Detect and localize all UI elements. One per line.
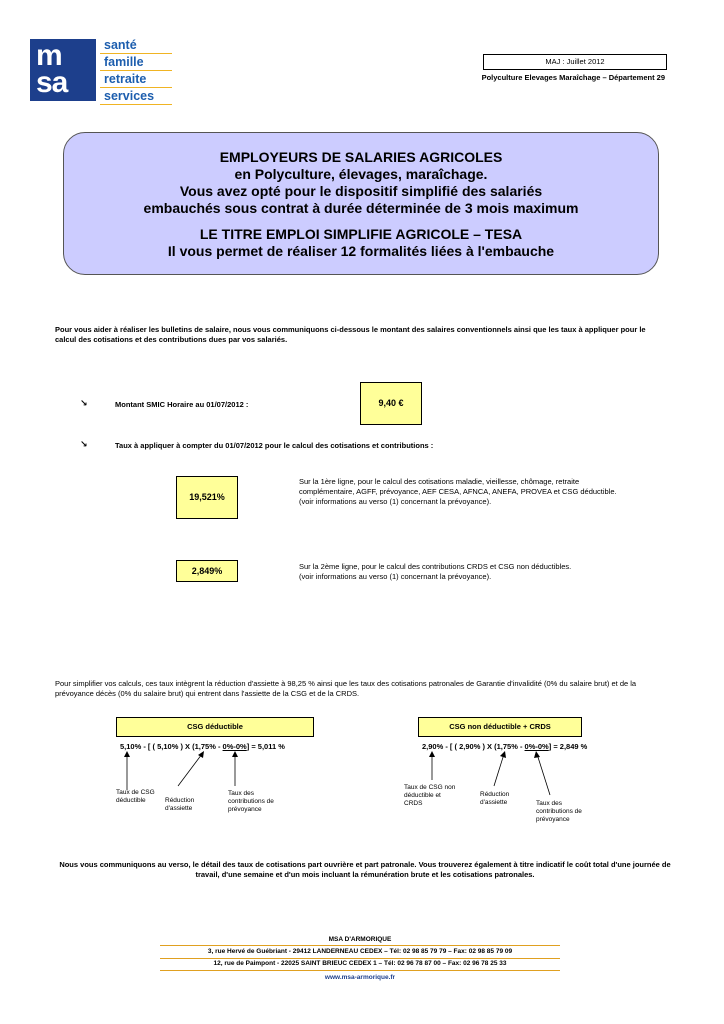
rate-2-desc-note: (voir informations au verso (1) concernant la prévoyance). [299,572,492,581]
footer-org-name: MSA D'ARMORIQUE [328,936,392,943]
banner-line-3: Vous avez opté pour le dispositif simplifié des salariés [179,183,543,199]
arrowhead [124,751,130,757]
formula-part-b: 0%-0% [222,742,247,751]
formula-part-a: 5,10% - [ ( 5,10% ) X (1,75% - [120,742,223,751]
banner-line-1: EMPLOYEURS DE SALARIES AGRICOLES [219,149,503,165]
arrowhead [534,751,540,758]
csg-non-deductible-header: CSG non déductible + CRDS [418,717,582,737]
logo-letters-top: m [36,39,62,72]
arrowhead [429,751,435,757]
csg2-note-prevoyance: Taux des contributions de prévoyance [536,800,582,823]
arrow-line [494,754,504,786]
footer-divider [160,970,560,971]
intro-paragraph: Pour vous aider à réaliser les bulletins de salaire, nous vous communiquons ci-dessous le montant des salaires conventionnels ainsi que les taux à appliquer pour le calcul des cotisations et des contributions dues par vos salariés. [55,325,646,344]
rate-box-2: 2,849% [176,560,238,582]
logo-line-famille: famille [100,55,172,71]
update-date-box: MAJ : Juillet 2012 [483,54,667,70]
arrowhead [500,751,506,758]
smic-label: Montant SMIC Horaire au 01/07/2012 : [115,400,249,409]
csg-deductible-header: CSG déductible [116,717,314,737]
footer-address-1: 3, rue Hervé de Guébriant - 29412 LANDERNEAU CEDEX – Tél: 02 98 85 79 79 – Fax: 02 98 85 79 09 [207,948,513,955]
banner-line-2: en Polyculture, élevages, maraîchage. [234,166,488,182]
banner-tesa-title: LE TITRE EMPLOI SIMPLIFIE AGRICOLE – TESA [199,226,523,242]
banner-tesa-subtitle: Il vous permet de réaliser 12 formalités liées à l'embauche [167,243,555,259]
arrowhead [198,751,204,758]
rate-1-desc-text: Sur la 1ère ligne, pour le calcul des cotisations maladie, vieillesse, chômage, retraite complémentaire, AGFF, prévoyance, AEF CESA, AFNCA, ANEFA, PROVEA et CSG déductible. [299,477,617,496]
formula-part-c: ] = 2,849 % [548,742,588,751]
logo-line-services: services [100,89,172,105]
footer-address-2: 12, rue de Paimpont - 22025 SAINT BRIEUC CEDEX 1 – Tél: 02 96 78 87 00 – Fax: 02 96 78 25 33 [213,960,507,967]
arrow-bullet-icon: ↘ [80,439,88,449]
arrow-line [537,754,550,795]
csg2-note-reduction: Réduction d'assiette [480,791,510,806]
title-banner [63,132,659,275]
logo-letters-bottom: sa [36,66,68,99]
footer-website-link[interactable]: www.msa-armorique.fr [324,974,396,981]
verso-paragraph: Nous vous communiquons au verso, le détail des taux de cotisations part ouvrière et part patronale. Vous trouverez également à titre indicatif le coût total d'une journée de travail, d'une semaine et d'un mois incluant la rémunération brute et les cotisations patronales. [59,860,671,879]
arrow-bullet-icon: ↘ [80,398,88,408]
csg1-note-prevoyance: Taux des contributions de prévoyance [228,790,274,813]
csg1-note-taux: Taux de CSG déductible [116,789,155,804]
footer-divider [160,945,560,946]
arrow-line [178,754,202,786]
banner-line-4: embauchés sous contrat à durée déterminée de 3 mois maximum [143,200,579,216]
rate-2-description [299,562,629,582]
logo-tagline [100,38,172,106]
rate-2-desc-text: Sur la 2ème ligne, pour le calcul des contributions CRDS et CSG non déductibles. [299,562,572,571]
rate-box-1: 19,521% [176,476,238,519]
logo-line-retraite: retraite [100,72,172,88]
csg2-note-taux: Taux de CSG non déductible et CRDS [404,784,456,807]
simplify-paragraph: Pour simplifier vos calculs, ces taux intègrent la réduction d'assiette à 98,25 % ainsi que les taux des cotisations patronales de Garantie d'invalidité (0% du salaire brut) et de la prévoyance décès (0% du salaire brut) qui entrent dans l'assiette de la CSG et de la CRDS. [55,679,637,698]
formula-part-b: 0%-0% [524,742,549,751]
arrowhead [232,751,238,757]
taux-label: Taux à appliquer à compter du 01/07/2012 pour le calcul des cotisations et contributions : [115,441,434,450]
smic-value-box: 9,40 € [360,382,422,425]
rate-1-description [299,477,629,507]
formula-part-a: 2,90% - [ ( 2,90% ) X (1,75% - [422,742,525,751]
logo-line-sante: santé [100,38,172,54]
formula-part-c: ] = 5,011 % [246,742,285,751]
document-subtitle: Polyculture Elevages Maraîchage – Département 29 [481,73,665,82]
footer-divider [160,958,560,959]
rate-1-desc-note: (voir informations au verso (1) concernant la prévoyance). [299,497,492,506]
msa-logo [30,39,96,101]
csg1-note-reduction: Réduction d'assiette [165,797,195,812]
